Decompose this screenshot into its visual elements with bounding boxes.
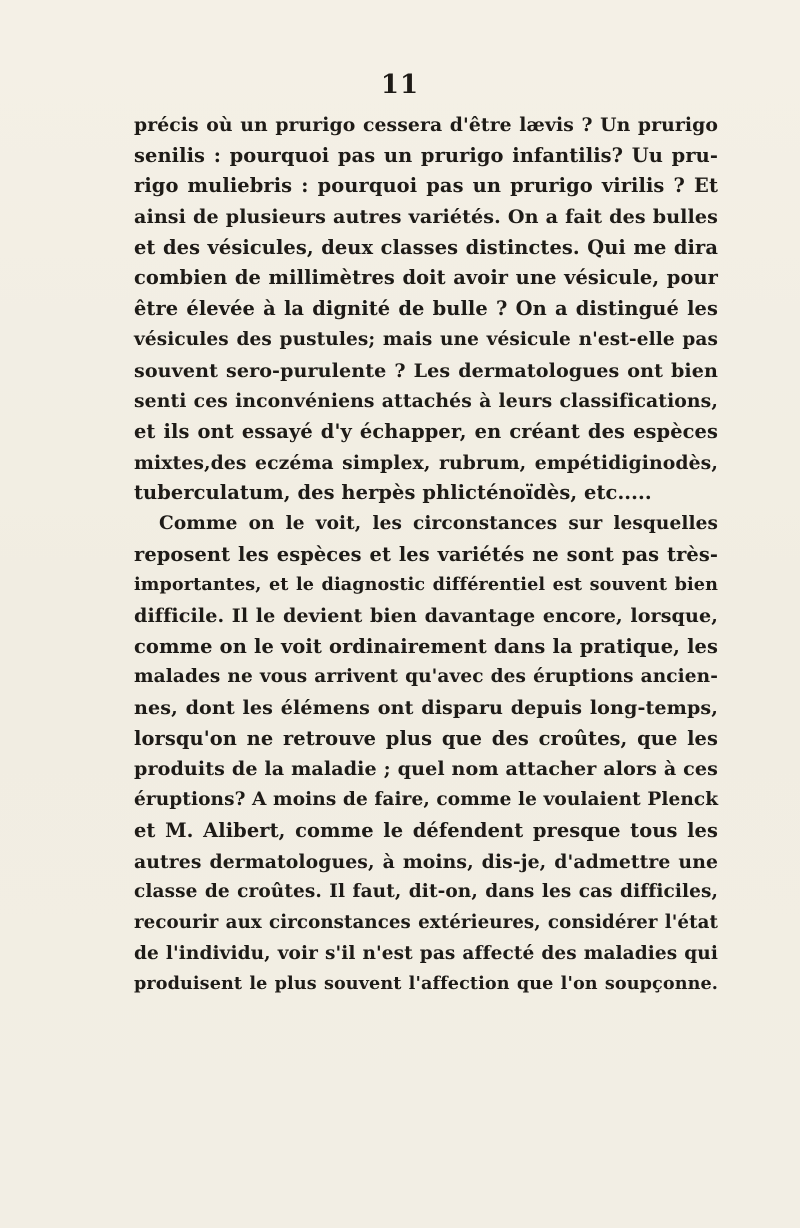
text-line: mixtes,des eczéma simplex, rubrum, empétidiginodès,: [134, 451, 718, 474]
text-line: nes, dont les élémens ont disparu depuis long-temps,: [134, 696, 718, 720]
text-line: vésicules des pustules; mais une vésicule n'est-elle pas: [134, 328, 718, 350]
text-line: classe de croûtes. Il faut, dit-on, dans les cas difficiles,: [134, 881, 718, 903]
text-line: malades ne vous arrivent qu'avec des éruptions ancien-: [134, 666, 718, 688]
text-line: rigo muliebris : pourquoi pas un prurigo virilis ? Et: [134, 174, 718, 198]
text-line: autres dermatologues, à moins, dis-je, d'admettre une: [134, 850, 718, 873]
text-line: être élevée à la dignité de bulle ? On a distingué les: [134, 297, 718, 321]
text-line: souvent sero-purulente ? Les dermatologues ont bien: [134, 358, 718, 382]
text-line: lorsqu'on ne retrouve plus que des croûtes, que les: [134, 726, 718, 750]
body-text: [134, 110, 718, 1000]
text-line: reposent les espèces et les variétés ne sont pas très-: [134, 542, 718, 566]
text-line: recourir aux circonstances extérieures, considérer l'état: [134, 911, 718, 933]
text-line: et des vésicules, deux classes distinctes. Qui me dira: [134, 235, 718, 259]
text-line: importantes, et le diagnostic différentiel est souvent bien: [134, 574, 718, 596]
text-line: comme on le voit ordinairement dans la pratique, les: [134, 634, 718, 658]
text-line: éruptions? A moins de faire, comme le voulaient Plenck: [134, 789, 719, 811]
text-line: et M. Alibert, comme le défendent presque tous les: [134, 818, 718, 842]
page-number: 11: [380, 70, 420, 100]
text-line: ainsi de plusieurs autres variétés. On a fait des bulles: [134, 205, 718, 229]
text-line: tuberculatum, des herpès phlicténoïdès, etc.....: [134, 481, 652, 505]
text-line: précis où un prurigo cessera d'être lævis ? Un prurigo: [134, 114, 718, 136]
text-line: produisent le plus souvent l'affection que l'on soupçonne.: [134, 973, 718, 995]
text-line: senti ces inconvéniens attachés à leurs classifications,: [134, 390, 718, 413]
text-line: de l'individu, voir s'il n'est pas affecté des maladies qui: [134, 942, 718, 964]
text-line: combien de millimètres doit avoir une vésicule, pour: [134, 266, 718, 290]
text-line: Comme on le voit, les circonstances sur lesquelles: [159, 512, 718, 534]
text-line: senilis : pourquoi pas un prurigo infantilis? Uu pru-: [134, 143, 718, 167]
text-line: et ils ont essayé d'y échapper, en créant des espèces: [134, 419, 718, 443]
text-line: difficile. Il le devient bien davantage encore, lorsque,: [134, 604, 718, 627]
text-line: produits de la maladie ; quel nom attacher alors à ces: [134, 757, 718, 781]
